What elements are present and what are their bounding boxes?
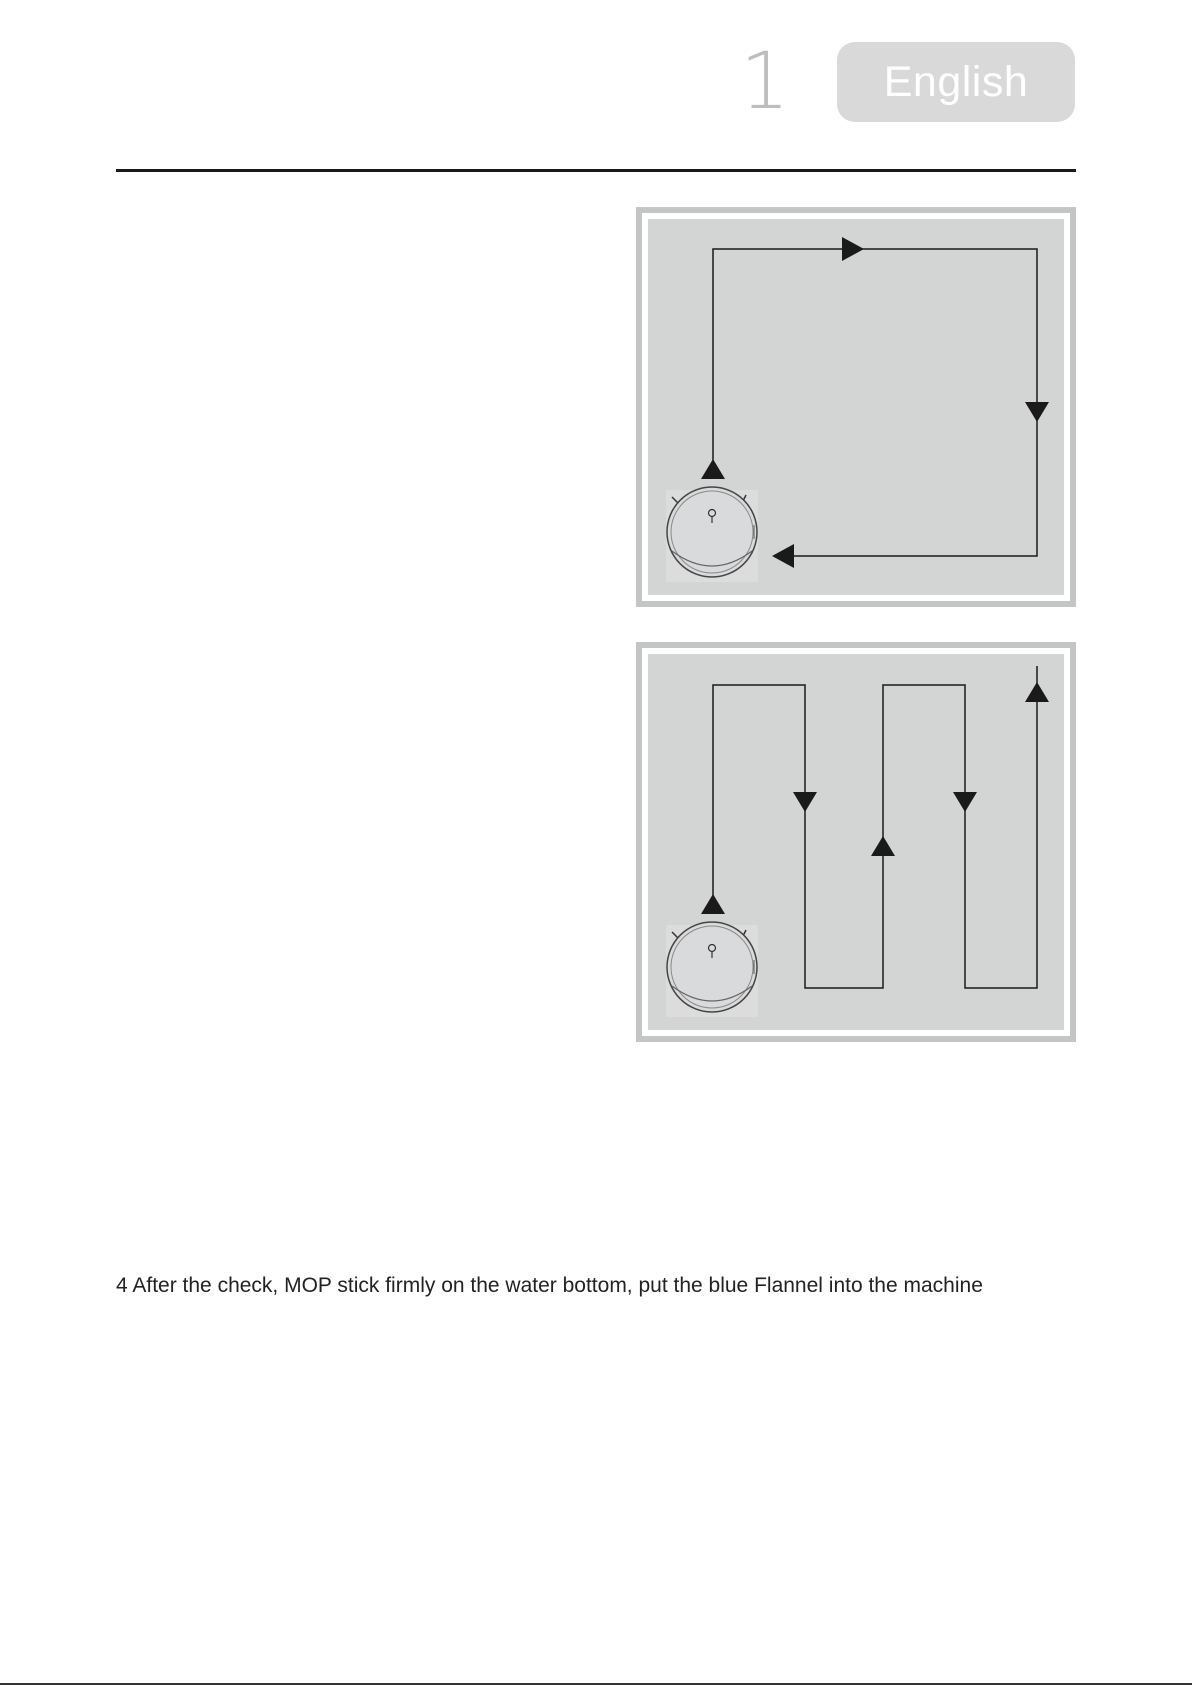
zigzag-cleaning-diagram bbox=[636, 642, 1076, 1042]
robot-vacuum-icon bbox=[666, 487, 758, 582]
edge-cleaning-diagram bbox=[636, 207, 1076, 607]
language-tab: English bbox=[837, 42, 1075, 122]
instruction-step-4: 4 After the check, MOP stick firmly on the water bottom, put the blue Flannel into the machine bbox=[116, 1274, 983, 1297]
robot-vacuum-icon bbox=[666, 922, 758, 1017]
header-divider bbox=[116, 169, 1076, 172]
edge-cleaning-figure bbox=[636, 207, 1076, 607]
page-number: 1 bbox=[740, 37, 790, 127]
zigzag-cleaning-figure bbox=[636, 642, 1076, 1042]
